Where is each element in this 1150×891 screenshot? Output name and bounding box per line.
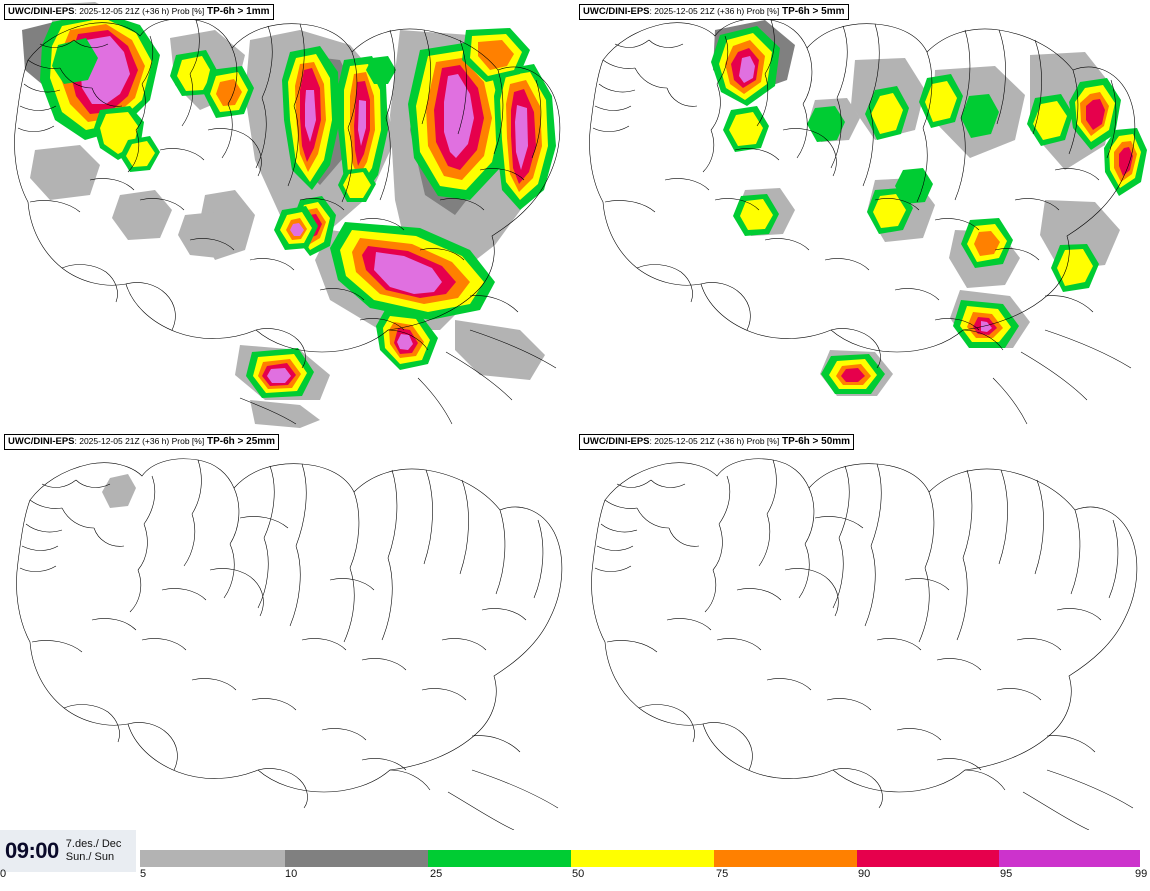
coastline bbox=[592, 459, 1137, 808]
colorbar-tick: 50 bbox=[572, 868, 585, 880]
panel-source: UWC/DINI-EPS bbox=[8, 6, 75, 17]
colorbar-segment bbox=[999, 850, 1140, 867]
time-box bbox=[0, 830, 136, 872]
forecast-date-line2: Sun./ Sun bbox=[65, 851, 115, 863]
panel-tp6h-gt-5mm[interactable] bbox=[575, 0, 1150, 430]
colorbar-segment bbox=[140, 850, 285, 867]
map-canvas-4 bbox=[575, 430, 1150, 830]
footer-bar bbox=[0, 830, 1150, 891]
colorbar-tick: 5 bbox=[140, 868, 147, 880]
colorbar-segment bbox=[428, 850, 571, 867]
panel-label-1 bbox=[4, 4, 274, 20]
offshore-lines bbox=[1023, 770, 1133, 830]
panel-tp6h-gt-25mm[interactable] bbox=[0, 430, 575, 830]
colorbar-segment bbox=[857, 850, 999, 867]
panel-run: : 2025-12-05 21Z (+36 h) Prob [%] bbox=[649, 436, 780, 446]
panel-run: : 2025-12-05 21Z (+36 h) Prob [%] bbox=[74, 6, 205, 16]
colorbar-tick: 90 bbox=[858, 868, 871, 880]
colorbar-segment bbox=[285, 850, 428, 867]
panel-threshold: TP-6h > 5mm bbox=[781, 6, 845, 17]
map-canvas-3 bbox=[0, 430, 575, 830]
panel-tp6h-gt-1mm[interactable] bbox=[0, 0, 575, 430]
panel-source: UWC/DINI-EPS bbox=[583, 436, 650, 447]
colorbar-tick-labels bbox=[0, 868, 1150, 886]
coastline bbox=[17, 459, 562, 808]
forecast-date-line1: 7.des./ Dec bbox=[65, 838, 122, 850]
colorbar-tick: 0 bbox=[0, 868, 7, 880]
offshore-lines bbox=[448, 770, 558, 830]
colorbar-tick: 75 bbox=[716, 868, 729, 880]
panel-threshold: TP-6h > 1mm bbox=[206, 6, 270, 17]
panel-run: : 2025-12-05 21Z (+36 h) Prob [%] bbox=[649, 6, 780, 16]
forecast-date bbox=[66, 838, 122, 864]
colorbar-tick: 95 bbox=[1000, 868, 1013, 880]
colorbar-segment bbox=[714, 850, 857, 867]
panel-threshold: TP-6h > 50mm bbox=[781, 436, 851, 447]
prob-shading-grey bbox=[102, 474, 136, 508]
panel-label-3 bbox=[4, 434, 279, 450]
forecast-time: 09:00 bbox=[5, 838, 59, 863]
colorbar-tick: 99 bbox=[1135, 868, 1148, 880]
panel-run: : 2025-12-05 21Z (+36 h) Prob [%] bbox=[74, 436, 205, 446]
map-canvas-1 bbox=[0, 0, 575, 430]
colorbar-tick: 10 bbox=[285, 868, 298, 880]
panel-threshold: TP-6h > 25mm bbox=[206, 436, 276, 447]
panel-tp6h-gt-50mm[interactable] bbox=[575, 430, 1150, 830]
colorbar-segment bbox=[571, 850, 714, 867]
panel-label-4 bbox=[579, 434, 854, 450]
panel-label-2 bbox=[579, 4, 849, 20]
map-canvas-2 bbox=[575, 0, 1150, 430]
colorbar-tick: 25 bbox=[430, 868, 443, 880]
probability-colorbar bbox=[140, 850, 1140, 867]
panel-source: UWC/DINI-EPS bbox=[583, 6, 650, 17]
panel-source: UWC/DINI-EPS bbox=[8, 436, 75, 447]
